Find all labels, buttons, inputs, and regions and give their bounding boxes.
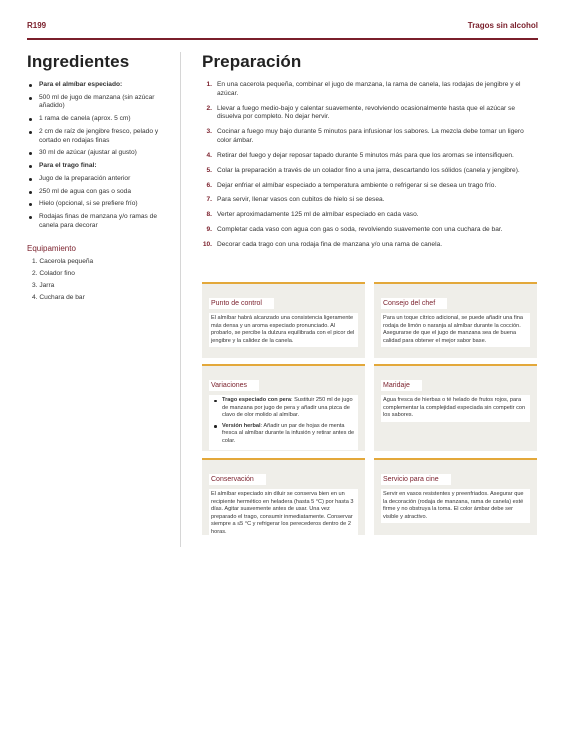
list-item: Hielo (opcional, si se prefiere frío)	[27, 200, 173, 209]
step-number: 6.	[206, 181, 212, 189]
ingredients-column	[27, 52, 173, 306]
step-item	[202, 105, 537, 122]
step-item	[202, 81, 537, 98]
ingredients-list	[27, 81, 173, 230]
step-number: 2.	[206, 104, 212, 112]
steps-list	[202, 81, 537, 250]
list-item: 2 cm de raíz de jengibre fresco, pelado y cortado en rodajas finas	[27, 128, 173, 145]
step-number: 7.	[206, 196, 212, 204]
variation-text: : Añadir un par de hojas de menta fresca al almíbar durante la infusión y retirar antes de colar.	[222, 422, 355, 444]
step-text: Para servir, llenar vasos con cubitos de hielo si se desea.	[217, 196, 385, 204]
ingredients-title: Ingredientes	[27, 52, 130, 71]
card-body: Agua fresca de hierbas o té helado de frutos rojos, para complementar la complejidad especiada sin competir con los sabores.	[381, 395, 530, 422]
card-control	[202, 282, 365, 358]
variations-list	[211, 397, 356, 445]
list-item	[211, 397, 356, 420]
step-text: Completar cada vaso con agua con gas o soda, revolviendo suavemente con una cuchara de bar.	[217, 226, 503, 234]
list-item	[211, 423, 356, 446]
list-item: Para el almíbar especiado:	[27, 81, 173, 90]
list-item: 1. Cacerola pequeña	[32, 258, 94, 266]
step-text: Decorar cada trago con una rodaja fina de manzana y/o una rama de canela.	[217, 241, 443, 249]
step-number: 3.	[206, 128, 212, 136]
step-item	[202, 196, 537, 205]
card-title: Servicio para cine	[381, 474, 451, 485]
card-title: Conservación	[209, 474, 266, 485]
card-chef-tip	[374, 282, 537, 358]
card-body: El almíbar habrá alcanzado una consistencia ligeramente más densa y un aroma especiado pronunciado. Al probarlo, se percibe la dulzura equilibrada con el picor del jengibre y la calidez de la canela.	[209, 313, 358, 347]
step-item	[202, 182, 537, 191]
preparation-column	[202, 52, 537, 256]
card-storage	[202, 458, 365, 535]
step-text: Colar la preparación a través de un colador fino a una jarra, descartando los sólidos (canela y jengibre).	[217, 166, 520, 174]
variation-label: Trago especiado con pera	[222, 397, 292, 403]
step-number: 10.	[202, 241, 212, 249]
equipment-title: Equipamiento	[27, 244, 76, 254]
card-body: Para un toque cítrico adicional, se puede añadir una fina rodaja de limón o naranja al almíbar durante la cocción. Asegurarse de que el jugo de manzana sea de buena calidad para obtener el mejor sabor base.	[381, 313, 530, 347]
step-text: En una cacerola pequeña, combinar el jugo de manzana, la rama de canela, las rodajas de jengibre y el azúcar.	[217, 81, 521, 97]
step-text: Dejar enfriar el almíbar especiado a temperatura ambiente o refrigerar si se desea un trago frío.	[217, 181, 497, 189]
step-text: Llevar a fuego medio-bajo y calentar suavemente, revolviendo ocasionalmente hasta que el azúcar se disuelva por completo. No dejar hervir.	[217, 104, 515, 121]
step-number: 4.	[206, 151, 212, 159]
equipment-list	[27, 258, 173, 301]
step-text: Cocinar a fuego muy bajo durante 5 minutos para infusionar los sabores. La mezcla debe tomar un ligero color ámbar.	[217, 128, 524, 144]
step-text: Retirar del fuego y dejar reposar tapado durante 5 minutos más para que los aromas se intensifiquen.	[217, 151, 514, 159]
card-title: Punto de control	[209, 298, 274, 309]
step-item	[202, 226, 537, 235]
recipe-category: Tragos sin alcohol	[467, 21, 538, 30]
step-item	[202, 241, 537, 250]
step-number: 9.	[206, 226, 212, 234]
card-title: Consejo del chef	[381, 298, 447, 309]
step-item	[202, 128, 537, 145]
step-number: 8.	[206, 211, 212, 219]
list-item: 4. Cuchara de bar	[32, 294, 85, 302]
card-body: Servir en vasos resistentes y preenfriados. Asegurar que la decoración (rodaja de manzana, rama de canela) esté firme y no obstruya la toma. El color ámbar debe ser visible y atractivo.	[381, 489, 530, 523]
column-divider	[180, 52, 181, 547]
step-number: 1.	[206, 81, 212, 88]
list-item: Rodajas finas de manzana y/o ramas de canela para decorar	[27, 213, 173, 230]
list-item: Para el trago final:	[27, 162, 173, 171]
list-item: 30 ml de azúcar (ajustar al gusto)	[27, 149, 173, 158]
list-item: 3. Jarra	[32, 282, 55, 290]
card-variations	[202, 364, 365, 451]
step-item	[202, 167, 537, 176]
list-item: 2. Colador fino	[32, 270, 75, 278]
list-item: 500 ml de jugo de manzana (sin azúcar añadido)	[27, 94, 173, 111]
list-item: Jugo de la preparación anterior	[27, 175, 173, 184]
list-item: 1 rama de canela (aprox. 5 cm)	[27, 115, 173, 124]
card-pairing	[374, 364, 537, 451]
page-header	[27, 18, 538, 40]
step-number: 5.	[206, 166, 212, 174]
step-text: Verter aproximadamente 125 ml de almíbar especiado en cada vaso.	[217, 211, 419, 219]
card-body	[209, 395, 358, 450]
card-title: Variaciones	[209, 380, 259, 391]
list-item: 250 ml de agua con gas o soda	[27, 188, 173, 197]
variation-text: : Sustituir 250 ml de jugo de manzana por jugo de pera y añadir una pizca de clavo de olor molido al almíbar.	[222, 397, 353, 418]
card-serving	[374, 458, 537, 535]
preparation-title: Preparación	[202, 52, 302, 71]
step-item	[202, 211, 537, 220]
variation-label: Versión herbal	[222, 422, 261, 429]
recipe-code: R199	[27, 21, 47, 30]
step-item	[202, 152, 537, 161]
card-title: Maridaje	[381, 380, 422, 391]
card-body: El almíbar especiado sin diluir se conserva bien en un recipiente hermético en heladera (hasta 5 °C) por hasta 3 días. Agitar suavemente antes de usar. Una vez preparado el trago, consumir inmediatamente. Conservar siempre a ≤5 °C y refrigerar los perecederos dentro de 2 horas.	[209, 489, 358, 538]
